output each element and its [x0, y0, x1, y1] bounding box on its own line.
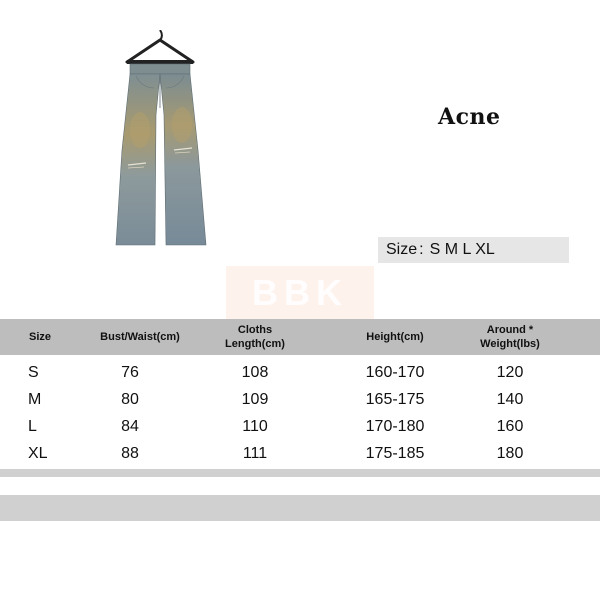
header-cloths-length — [205, 319, 305, 355]
table-row — [0, 413, 600, 441]
cell-weight: 120 — [496, 364, 524, 381]
cell-cloths-length: 109 — [241, 391, 269, 408]
watermark: BBK — [226, 266, 374, 320]
header-bust-waist-text: Bust/Waist(cm) — [100, 331, 180, 343]
cell-cloths-length: 110 — [242, 418, 268, 435]
header-height-text: Height(cm) — [366, 331, 424, 343]
size-chart-table — [0, 319, 600, 467]
header-height — [340, 319, 450, 355]
footer-bar — [0, 495, 600, 521]
hanger-icon — [127, 30, 193, 64]
jeans-illustration — [100, 30, 220, 250]
header-size-text: Size — [28, 331, 51, 343]
cell-size: S — [28, 364, 39, 381]
cell-bust-waist: 76 — [121, 364, 139, 381]
cell-bust-waist: 80 — [121, 391, 139, 408]
header-around-text: Around * — [486, 324, 534, 336]
cell-height: 165-175 — [365, 391, 425, 408]
size-availability-box — [378, 237, 569, 263]
table-body — [0, 355, 600, 467]
header-weight — [460, 319, 560, 355]
brand-logo: Acne — [438, 104, 501, 130]
cell-height: 175-185 — [365, 445, 425, 462]
table-row — [0, 386, 600, 414]
cell-cloths-length: 108 — [241, 364, 269, 381]
table-row — [0, 359, 600, 387]
header-size — [10, 319, 70, 355]
cell-bust-waist: 84 — [121, 418, 139, 435]
cell-weight: 160 — [496, 418, 524, 435]
cell-cloths-length: 111 — [242, 445, 268, 462]
cell-size: L — [28, 418, 37, 435]
cell-weight: 140 — [496, 391, 524, 408]
product-image — [100, 30, 220, 250]
cell-size: XL — [28, 445, 48, 462]
header-cloths-text: Cloths — [237, 324, 273, 336]
cell-height: 170-180 — [365, 418, 425, 435]
header-bust-waist — [80, 319, 200, 355]
size-list: S M L XL — [429, 241, 495, 258]
table-header — [0, 319, 600, 355]
cell-weight: 180 — [496, 445, 524, 462]
header-length-text: Length(cm) — [225, 338, 285, 350]
table-row — [0, 440, 600, 468]
cell-bust-waist: 88 — [121, 445, 139, 462]
cell-size: M — [28, 391, 42, 408]
header-weight-text: Weight(lbs) — [480, 338, 540, 350]
size-label: Size — [386, 241, 418, 258]
divider-bar — [0, 469, 600, 477]
cell-height: 160-170 — [365, 364, 425, 381]
size-separator: : — [419, 241, 424, 258]
